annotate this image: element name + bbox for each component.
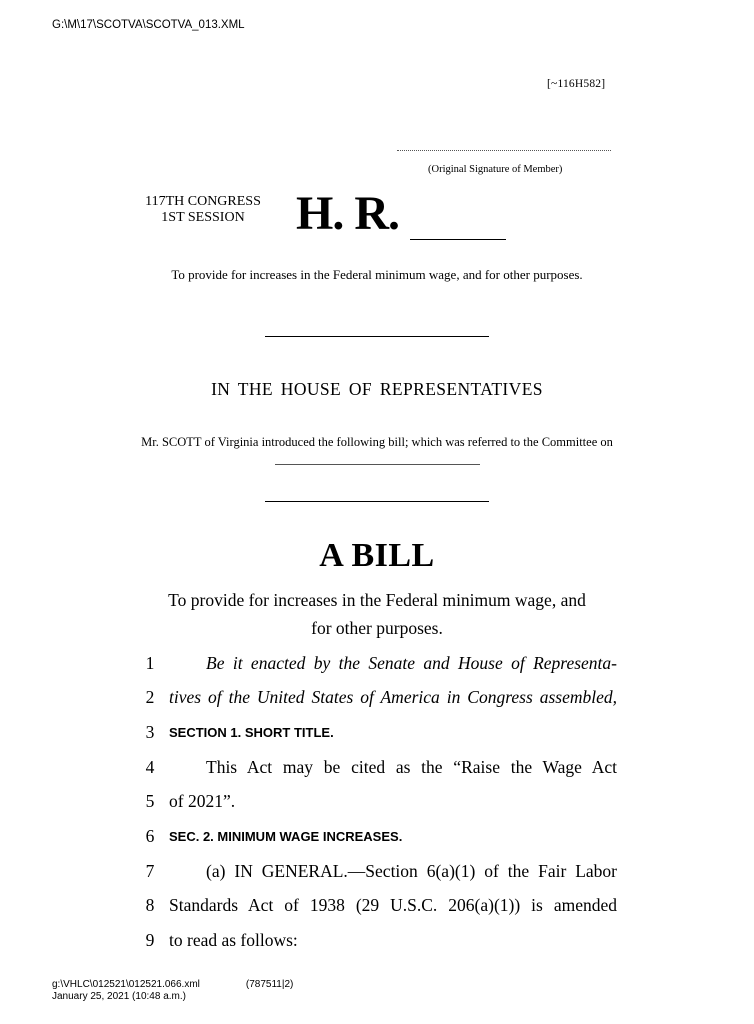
line-text: (a) IN GENERAL.—Section 6(a)(1) of the Fair Labor xyxy=(206,861,617,881)
purpose-line: To provide for increases in the Federal minimum wage, and xyxy=(168,590,586,610)
line-number: 3 xyxy=(145,722,155,742)
committee-blank xyxy=(275,455,480,465)
bill-line xyxy=(140,791,620,817)
section-heading: SEC. 2. MINIMUM WAGE INCREASES. xyxy=(169,829,403,844)
purpose-line: for other purposes. xyxy=(311,618,443,638)
session-number: 1ST SESSION xyxy=(161,210,245,225)
signature-line xyxy=(397,150,611,151)
introduction-sentence: Mr. SCOTT of Virginia introduced the following bill; which was referred to the Committee on xyxy=(141,435,613,449)
line-text: Standards Act of 1938 (29 U.S.C. 206(a)(1)) is amended xyxy=(169,895,617,915)
draft-id: [~116H582] xyxy=(547,78,606,90)
congress-number: 117TH CONGRESS xyxy=(145,194,261,209)
line-number: 2 xyxy=(145,687,155,707)
divider-rule xyxy=(265,336,489,337)
bill-line xyxy=(140,895,620,921)
line-text: tives of the United States of America in Congress assembled, xyxy=(169,687,617,707)
line-number: 6 xyxy=(145,826,155,846)
short-title: To provide for increases in the Federal minimum wage, and for other purposes. xyxy=(171,267,583,282)
document-footer xyxy=(52,979,293,1003)
bill-number-blank xyxy=(410,239,506,240)
section-heading: SECTION 1. SHORT TITLE. xyxy=(169,725,334,740)
line-text: This Act may be cited as the “Raise the Wage Act xyxy=(206,757,617,777)
line-number: 4 xyxy=(145,757,155,777)
bill-line xyxy=(140,757,620,783)
line-number: 1 xyxy=(145,653,155,673)
bill-line xyxy=(140,722,620,748)
footer-code: (787511|2) xyxy=(245,979,294,990)
divider-rule xyxy=(265,501,489,502)
line-number: 5 xyxy=(145,791,155,811)
line-text: to read as follows: xyxy=(169,930,298,950)
bill-heading: A BILL xyxy=(319,537,435,574)
line-text: of 2021”. xyxy=(169,791,236,811)
chamber-heading: IN THE HOUSE OF REPRESENTATIVES xyxy=(211,379,543,399)
bill-line xyxy=(140,826,620,852)
line-number: 9 xyxy=(145,930,155,950)
footer-file-path: g:\VHLC\012521\012521.066.xml xyxy=(52,979,200,990)
bill-line xyxy=(140,653,620,679)
file-path-header: G:\M\17\SCOTVA\SCOTVA_013.XML xyxy=(52,19,245,31)
introduction-text xyxy=(136,433,618,471)
bill-number: H. R. xyxy=(296,187,399,240)
footer-date: January 25, 2021 (10:48 a.m.) xyxy=(52,991,186,1002)
bill-purpose xyxy=(140,586,614,642)
line-number: 7 xyxy=(145,861,155,881)
bill-line xyxy=(140,861,620,887)
line-number: 8 xyxy=(145,895,155,915)
line-text: Be it enacted by the Senate and House of Representa- xyxy=(206,653,617,673)
bill-line xyxy=(140,930,620,956)
bill-line xyxy=(140,687,620,713)
signature-label: (Original Signature of Member) xyxy=(428,164,563,175)
congress-session xyxy=(128,194,278,226)
